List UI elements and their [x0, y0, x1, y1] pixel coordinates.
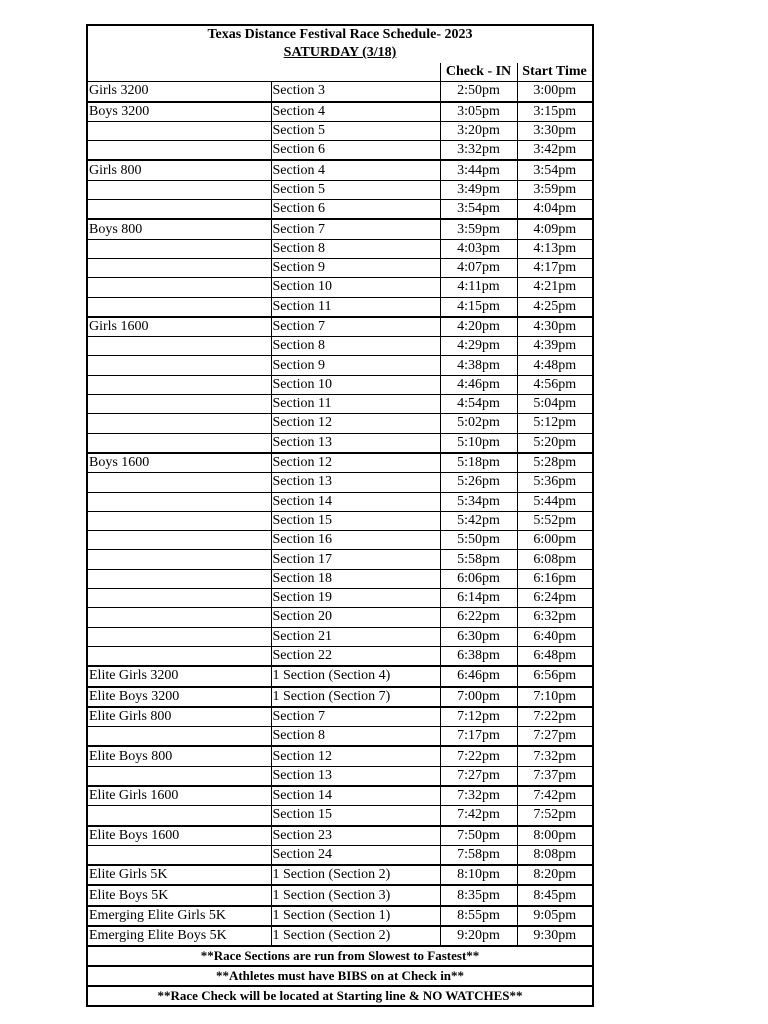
event-cell [88, 608, 271, 627]
checkin-time-cell: 7:50pm [440, 826, 517, 846]
start-time-cell: 6:24pm [517, 589, 592, 608]
event-cell [88, 531, 271, 550]
section-cell: Section 19 [271, 589, 440, 608]
start-time-cell: 5:36pm [517, 473, 592, 492]
event-cell [88, 414, 271, 433]
event-cell [88, 766, 271, 786]
event-cell: Elite Girls 1600 [88, 786, 271, 806]
section-cell: Section 12 [271, 453, 440, 473]
table-row [88, 356, 592, 375]
checkin-time-cell: 3:49pm [440, 180, 517, 199]
table-row [88, 102, 592, 122]
section-cell: Section 10 [271, 278, 440, 297]
section-cell: Section 3 [271, 82, 440, 102]
section-cell: Section 15 [271, 806, 440, 826]
section-cell: Section 4 [271, 102, 440, 122]
event-cell [88, 239, 271, 258]
checkin-time-cell: 2:50pm [440, 82, 517, 102]
section-cell: 1 Section (Section 7) [271, 687, 440, 707]
event-cell [88, 569, 271, 588]
section-cell: Section 8 [271, 727, 440, 747]
event-cell: Elite Girls 5K [88, 865, 271, 885]
table-row [88, 141, 592, 161]
table-row [88, 278, 592, 297]
table-row [88, 845, 592, 865]
checkin-time-cell: 6:06pm [440, 569, 517, 588]
checkin-time-cell: 7:58pm [440, 845, 517, 865]
section-cell: Section 20 [271, 608, 440, 627]
event-cell [88, 511, 271, 530]
event-cell [88, 258, 271, 277]
event-cell [88, 278, 271, 297]
table-row [88, 885, 592, 905]
checkin-time-cell: 6:30pm [440, 627, 517, 646]
table-row [88, 906, 592, 926]
event-cell [88, 646, 271, 666]
checkin-time-cell: 3:05pm [440, 102, 517, 122]
event-cell [88, 473, 271, 492]
event-cell [88, 200, 271, 220]
table-row [88, 511, 592, 530]
start-time-cell: 3:00pm [517, 82, 592, 102]
table-row [88, 926, 592, 946]
table-row [88, 433, 592, 453]
start-time-cell: 6:40pm [517, 627, 592, 646]
checkin-time-cell: 8:35pm [440, 885, 517, 905]
start-time-cell: 7:32pm [517, 746, 592, 766]
start-time-cell: 3:42pm [517, 141, 592, 161]
header-start-time: Start Time [517, 63, 592, 82]
checkin-time-cell: 5:10pm [440, 433, 517, 453]
start-time-cell: 3:59pm [517, 180, 592, 199]
page-title: Texas Distance Festival Race Schedule- 2023 [207, 27, 473, 42]
table-row [88, 646, 592, 666]
checkin-time-cell: 5:58pm [440, 550, 517, 569]
section-cell: Section 16 [271, 531, 440, 550]
section-cell: Section 23 [271, 826, 440, 846]
checkin-time-cell: 6:38pm [440, 646, 517, 666]
checkin-time-cell: 8:55pm [440, 906, 517, 926]
start-time-cell: 4:09pm [517, 219, 592, 239]
event-cell: Boys 800 [88, 219, 271, 239]
checkin-time-cell: 3:59pm [440, 219, 517, 239]
start-time-cell: 9:05pm [517, 906, 592, 926]
checkin-time-cell: 5:50pm [440, 531, 517, 550]
start-time-cell: 7:42pm [517, 786, 592, 806]
section-cell: Section 18 [271, 569, 440, 588]
schedule-note: **Race Sections are run from Slowest to Fastest** [88, 946, 592, 966]
checkin-time-cell: 4:03pm [440, 239, 517, 258]
table-row [88, 258, 592, 277]
table-row [88, 550, 592, 569]
checkin-time-cell: 5:34pm [440, 492, 517, 511]
section-cell: Section 13 [271, 433, 440, 453]
checkin-time-cell: 5:18pm [440, 453, 517, 473]
table-row [88, 82, 592, 102]
section-cell: Section 7 [271, 707, 440, 727]
checkin-time-cell: 5:02pm [440, 414, 517, 433]
event-cell [88, 845, 271, 865]
event-cell [88, 356, 271, 375]
start-time-cell: 4:13pm [517, 239, 592, 258]
section-cell: Section 14 [271, 492, 440, 511]
event-cell: Boys 1600 [88, 453, 271, 473]
section-cell: Section 10 [271, 375, 440, 394]
section-cell: 1 Section (Section 2) [271, 865, 440, 885]
checkin-time-cell: 7:27pm [440, 766, 517, 786]
table-row [88, 627, 592, 646]
checkin-time-cell: 3:32pm [440, 141, 517, 161]
section-cell: Section 11 [271, 395, 440, 414]
table-row [88, 766, 592, 786]
checkin-time-cell: 3:20pm [440, 121, 517, 140]
event-cell: Elite Boys 1600 [88, 826, 271, 846]
start-time-cell: 6:48pm [517, 646, 592, 666]
checkin-time-cell: 7:12pm [440, 707, 517, 727]
section-cell: Section 13 [271, 766, 440, 786]
event-cell: Boys 3200 [88, 102, 271, 122]
section-cell: Section 8 [271, 239, 440, 258]
start-time-cell: 3:15pm [517, 102, 592, 122]
table-row [88, 121, 592, 140]
table-row [88, 297, 592, 317]
event-cell: Elite Boys 5K [88, 885, 271, 905]
section-cell: Section 17 [271, 550, 440, 569]
section-cell: Section 13 [271, 473, 440, 492]
section-cell: 1 Section (Section 4) [271, 666, 440, 686]
checkin-time-cell: 5:26pm [440, 473, 517, 492]
section-cell: Section 24 [271, 845, 440, 865]
start-time-cell: 6:08pm [517, 550, 592, 569]
start-time-cell: 4:17pm [517, 258, 592, 277]
section-cell: Section 12 [271, 746, 440, 766]
checkin-time-cell: 4:38pm [440, 356, 517, 375]
table-row [88, 473, 592, 492]
table-row [88, 569, 592, 588]
header-section-blank [271, 63, 440, 82]
section-cell: Section 22 [271, 646, 440, 666]
event-cell: Elite Boys 800 [88, 746, 271, 766]
table-row [88, 180, 592, 199]
start-time-cell: 6:32pm [517, 608, 592, 627]
table-row [88, 608, 592, 627]
start-time-cell: 3:54pm [517, 160, 592, 180]
event-cell: Elite Girls 3200 [88, 666, 271, 686]
section-cell: Section 7 [271, 219, 440, 239]
table-row [88, 727, 592, 747]
start-time-cell: 7:52pm [517, 806, 592, 826]
table-row [88, 414, 592, 433]
checkin-time-cell: 7:22pm [440, 746, 517, 766]
table-row [88, 666, 592, 686]
schedule-rows [88, 82, 592, 947]
start-time-cell: 5:04pm [517, 395, 592, 414]
start-time-cell: 6:16pm [517, 569, 592, 588]
header-checkin: Check - IN [440, 63, 517, 82]
schedule-note: **Race Check will be located at Starting line & NO WATCHES** [88, 986, 592, 1005]
checkin-time-cell: 4:15pm [440, 297, 517, 317]
checkin-time-cell: 4:20pm [440, 317, 517, 337]
table-row [88, 806, 592, 826]
start-time-cell: 7:27pm [517, 727, 592, 747]
start-time-cell: 8:20pm [517, 865, 592, 885]
table-row [88, 160, 592, 180]
table-row [88, 200, 592, 220]
checkin-time-cell: 3:44pm [440, 160, 517, 180]
checkin-time-cell: 6:22pm [440, 608, 517, 627]
event-cell [88, 806, 271, 826]
start-time-cell: 8:45pm [517, 885, 592, 905]
table-row [88, 317, 592, 337]
section-cell: 1 Section (Section 1) [271, 906, 440, 926]
table-row [88, 239, 592, 258]
start-time-cell: 6:00pm [517, 531, 592, 550]
table-row [88, 786, 592, 806]
checkin-time-cell: 4:54pm [440, 395, 517, 414]
start-time-cell: 5:44pm [517, 492, 592, 511]
event-cell [88, 375, 271, 394]
start-time-cell: 4:48pm [517, 356, 592, 375]
start-time-cell: 4:25pm [517, 297, 592, 317]
section-cell: Section 8 [271, 337, 440, 356]
table-row [88, 746, 592, 766]
schedule-sheet [86, 24, 594, 1007]
section-cell: Section 4 [271, 160, 440, 180]
event-cell [88, 297, 271, 317]
section-cell: Section 14 [271, 786, 440, 806]
checkin-time-cell: 8:10pm [440, 865, 517, 885]
section-cell: Section 6 [271, 141, 440, 161]
section-cell: Section 5 [271, 180, 440, 199]
table-row [88, 826, 592, 846]
checkin-time-cell: 6:14pm [440, 589, 517, 608]
checkin-time-cell: 5:42pm [440, 511, 517, 530]
table-row [88, 453, 592, 473]
header-event-blank [88, 63, 271, 82]
event-cell [88, 433, 271, 453]
schedule-table [88, 63, 593, 1005]
table-row [88, 531, 592, 550]
start-time-cell: 4:56pm [517, 375, 592, 394]
start-time-cell: 7:10pm [517, 687, 592, 707]
start-time-cell: 6:56pm [517, 666, 592, 686]
table-row [88, 865, 592, 885]
table-row [88, 492, 592, 511]
checkin-time-cell: 4:29pm [440, 337, 517, 356]
start-time-cell: 5:20pm [517, 433, 592, 453]
event-cell [88, 180, 271, 199]
section-cell: Section 6 [271, 200, 440, 220]
event-cell [88, 492, 271, 511]
section-cell: Section 12 [271, 414, 440, 433]
start-time-cell: 5:12pm [517, 414, 592, 433]
checkin-time-cell: 7:42pm [440, 806, 517, 826]
event-cell: Emerging Elite Girls 5K [88, 906, 271, 926]
start-time-cell: 7:22pm [517, 707, 592, 727]
start-time-cell: 8:08pm [517, 845, 592, 865]
event-cell [88, 550, 271, 569]
start-time-cell: 3:30pm [517, 121, 592, 140]
table-row [88, 337, 592, 356]
event-cell: Girls 800 [88, 160, 271, 180]
start-time-cell: 5:52pm [517, 511, 592, 530]
table-row [88, 219, 592, 239]
note-row [88, 966, 592, 986]
section-cell: Section 11 [271, 297, 440, 317]
table-header [88, 63, 592, 82]
event-cell: Elite Girls 800 [88, 707, 271, 727]
event-cell: Emerging Elite Boys 5K [88, 926, 271, 946]
start-time-cell: 4:21pm [517, 278, 592, 297]
start-time-cell: 8:00pm [517, 826, 592, 846]
schedule-note: **Athletes must have BIBS on at Check in** [88, 966, 592, 986]
event-cell [88, 141, 271, 161]
checkin-time-cell: 4:46pm [440, 375, 517, 394]
event-cell [88, 589, 271, 608]
table-row [88, 687, 592, 707]
note-row [88, 946, 592, 966]
start-time-cell: 5:28pm [517, 453, 592, 473]
event-cell [88, 727, 271, 747]
section-cell: Section 21 [271, 627, 440, 646]
schedule-notes [88, 946, 592, 1005]
checkin-time-cell: 9:20pm [440, 926, 517, 946]
section-cell: 1 Section (Section 2) [271, 926, 440, 946]
day-subtitle: SATURDAY (3/18) [283, 45, 397, 60]
event-cell: Elite Boys 3200 [88, 687, 271, 707]
section-cell: Section 7 [271, 317, 440, 337]
start-time-cell: 4:30pm [517, 317, 592, 337]
start-time-cell: 4:39pm [517, 337, 592, 356]
section-cell: Section 9 [271, 356, 440, 375]
checkin-time-cell: 7:00pm [440, 687, 517, 707]
section-cell: Section 15 [271, 511, 440, 530]
checkin-time-cell: 4:11pm [440, 278, 517, 297]
table-row [88, 375, 592, 394]
start-time-cell: 9:30pm [517, 926, 592, 946]
event-cell [88, 395, 271, 414]
event-cell [88, 121, 271, 140]
checkin-time-cell: 6:46pm [440, 666, 517, 686]
event-cell [88, 627, 271, 646]
start-time-cell: 7:37pm [517, 766, 592, 786]
note-row [88, 986, 592, 1005]
checkin-time-cell: 4:07pm [440, 258, 517, 277]
event-cell: Girls 3200 [88, 82, 271, 102]
checkin-time-cell: 7:32pm [440, 786, 517, 806]
table-row [88, 707, 592, 727]
section-cell: Section 9 [271, 258, 440, 277]
section-cell: Section 5 [271, 121, 440, 140]
checkin-time-cell: 7:17pm [440, 727, 517, 747]
event-cell [88, 337, 271, 356]
table-row [88, 395, 592, 414]
section-cell: 1 Section (Section 3) [271, 885, 440, 905]
event-cell: Girls 1600 [88, 317, 271, 337]
checkin-time-cell: 3:54pm [440, 200, 517, 220]
start-time-cell: 4:04pm [517, 200, 592, 220]
table-row [88, 589, 592, 608]
